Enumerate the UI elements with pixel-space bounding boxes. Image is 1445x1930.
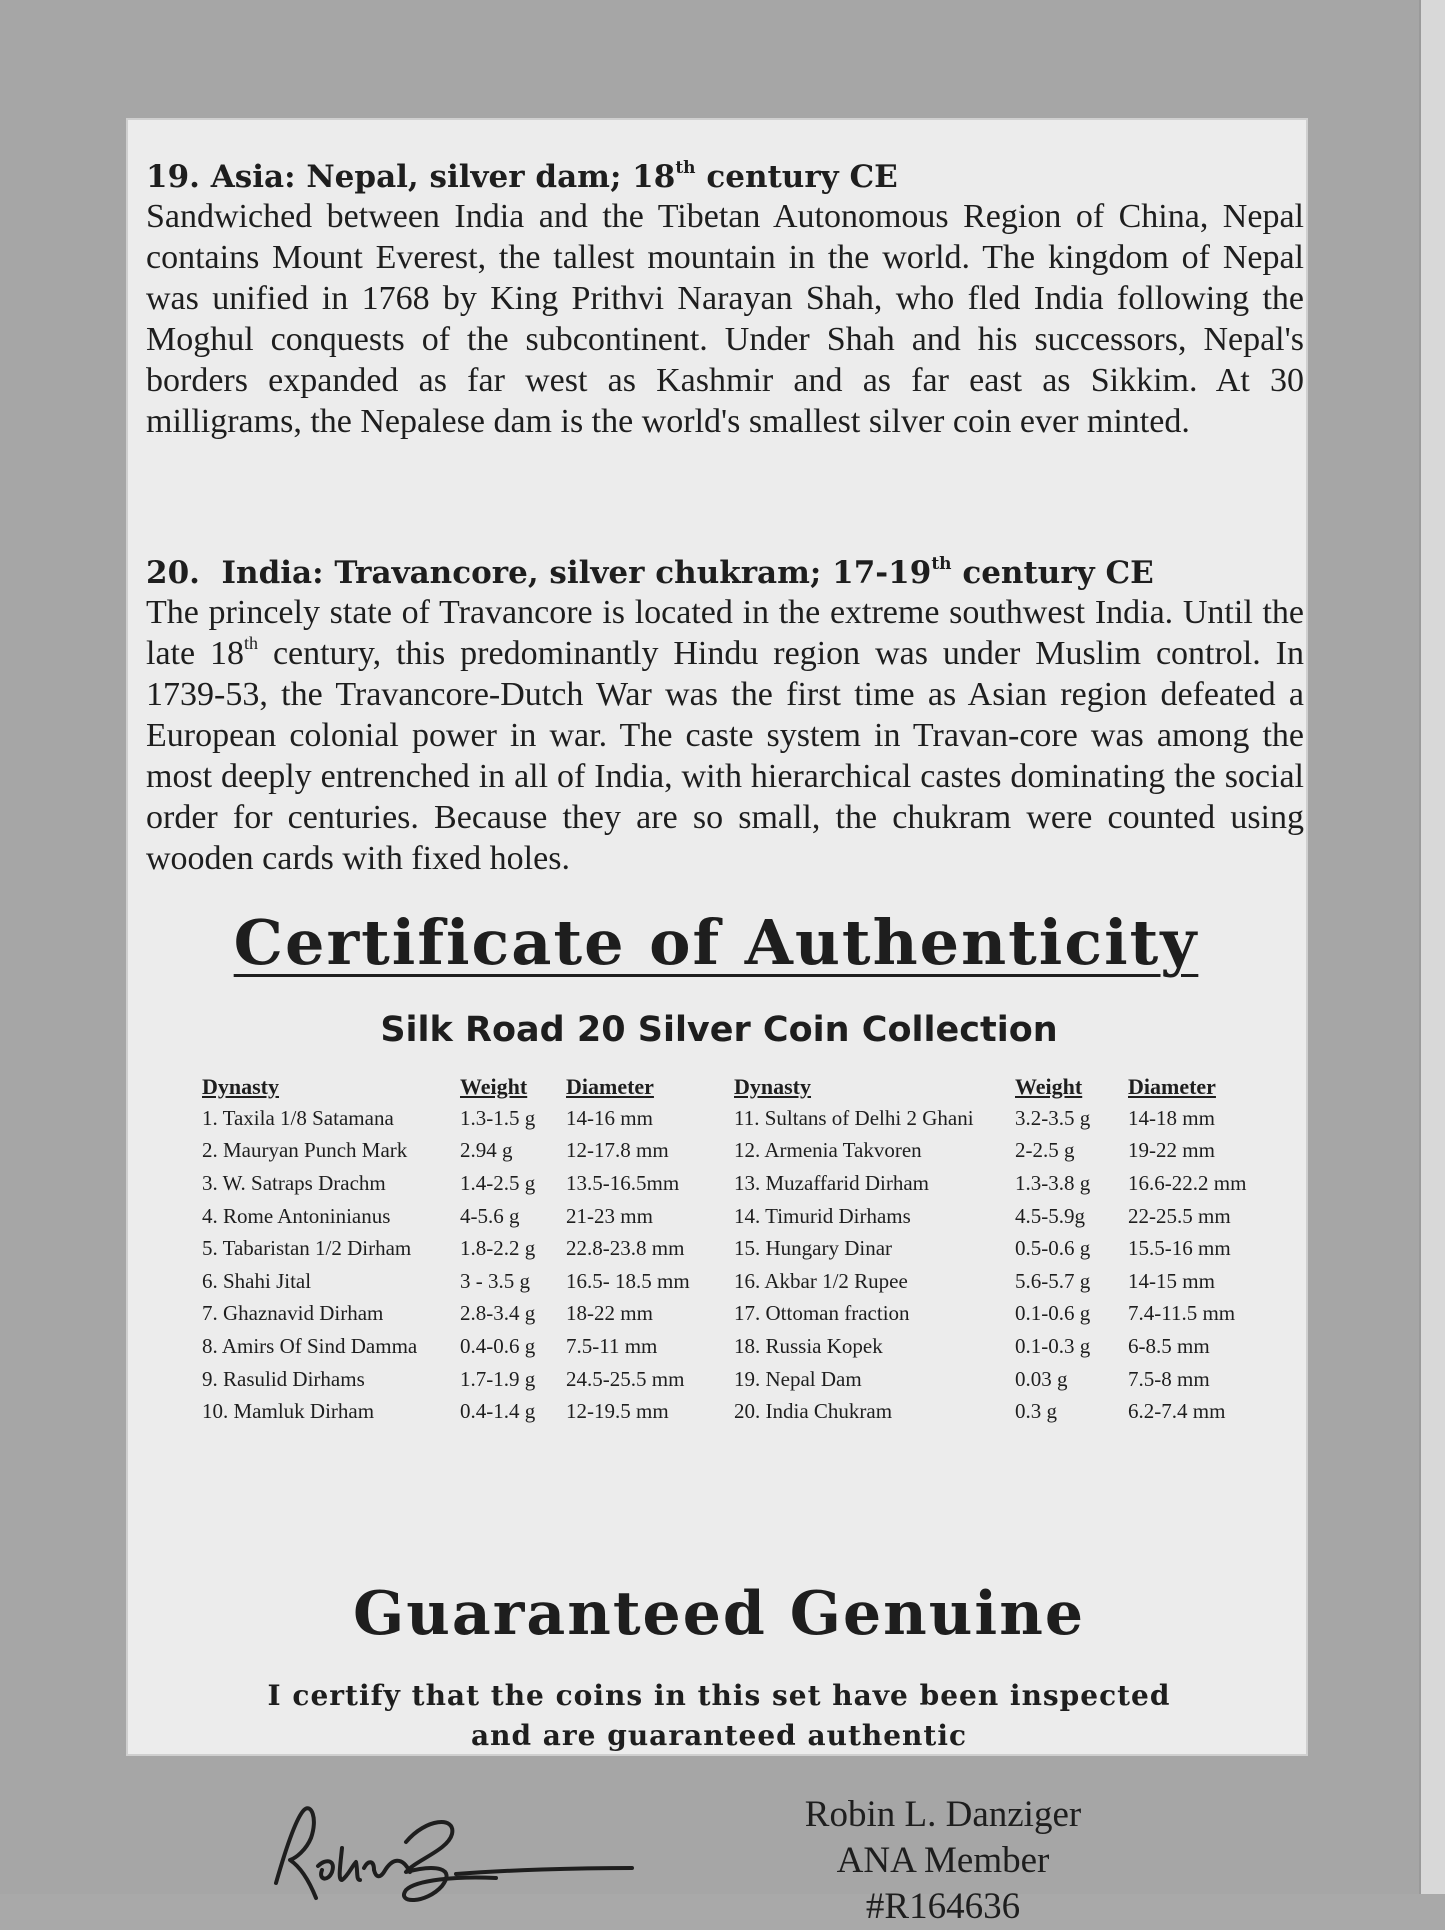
cell-diameter: 21-23 mm [566,1203,653,1228]
section-19-title-end: century CE [695,159,898,195]
cell-diameter: 13.5-16.5mm [566,1170,680,1195]
booklet-spine [1419,0,1445,1894]
header-diameter-2: Diameter [1128,1074,1216,1099]
cell-diameter-2: 16.6-22.2 mm [1128,1170,1247,1195]
signer-name: Robin L. Danziger [804,1794,1082,1835]
cell-dynasty-2: 12. Armenia Takvoren [734,1138,922,1163]
cell-weight: 3 - 3.5 g [460,1268,530,1293]
coin-table [202,1072,1278,1428]
cell-dynasty: 8. Amirs Of Sind Damma [202,1333,418,1358]
section-20 [146,554,1304,879]
coin-table-header [202,1072,1278,1102]
section-19-heading [146,158,1304,196]
cell-diameter-2: 22-25.5 mm [1128,1203,1231,1228]
section-20-body-end: century, this predominantly Hindu region was under Muslim control. In 1739-53, the Travancore-Dutch War was the first time as Asian region defeated a European colonial power in war. The caste system in Travan-core was among the most deeply entrenched in all of India, with hierarchical castes dominating the social order for centuries. Because they are so small, the chukram were counted using wooden cards with fixed holes. [146,635,1304,877]
cell-diameter: 24.5-25.5 mm [566,1366,685,1391]
section-20-title-sup: th [931,554,952,574]
section-19-title-sup: th [675,158,696,178]
cell-diameter-2: 14-18 mm [1128,1105,1215,1130]
certification-line-2: and are guaranteed authentic [470,1719,968,1752]
cell-diameter: 12-19.5 mm [566,1399,669,1424]
handwritten-signature [256,1788,636,1918]
cell-weight-2: 2-2.5 g [1015,1138,1075,1163]
cell-dynasty-2: 19. Nepal Dam [734,1366,862,1391]
cell-diameter: 18-22 mm [566,1301,653,1326]
cell-diameter-2: 15.5-16 mm [1128,1236,1231,1261]
cell-weight: 1.4-2.5 g [460,1170,536,1195]
cell-weight-2: 4.5-5.9g [1015,1203,1085,1228]
table-row [202,1200,1278,1233]
cell-diameter: 16.5- 18.5 mm [566,1268,690,1293]
section-20-heading [146,554,1304,592]
cell-weight: 1.7-1.9 g [460,1366,536,1391]
certificate-title: Certificate of Authenticity [233,906,1199,979]
cell-diameter-2: 14-15 mm [1128,1268,1215,1293]
section-20-title-end: century CE [951,555,1154,591]
certificate-panel [126,118,1308,1927]
cell-weight: 0.4-0.6 g [460,1333,536,1358]
cell-weight: 1.3-1.5 g [460,1105,536,1130]
cell-dynasty: 10. Mamluk Dirham [202,1399,375,1424]
cell-weight-2: 0.1-0.6 g [1015,1301,1091,1326]
guaranteed-genuine-title: Guaranteed Genuine [352,1579,1085,1649]
certification-statement [128,1676,1310,1756]
cell-dynasty: 6. Shahi Jital [202,1268,312,1293]
section-20-title: India: Travancore, silver chukram; 17-19 [221,555,932,591]
signer-member-number: ANA Member #R164636 [836,1840,1050,1927]
section-20-body-sup: th [244,633,259,653]
cell-dynasty-2: 11. Sultans of Delhi 2 Ghani [734,1105,974,1130]
header-diameter: Diameter [566,1074,654,1099]
table-row [202,1330,1278,1363]
section-20-number: 20. [146,555,200,591]
signer-block [758,1792,1128,1930]
cell-diameter-2: 6-8.5 mm [1128,1333,1210,1358]
cell-dynasty: 1. Taxila 1/8 Satamana [202,1105,394,1130]
cell-dynasty-2: 14. Timurid Dirhams [734,1203,911,1228]
cell-dynasty-2: 13. Muzaffarid Dirham [734,1170,929,1195]
cell-dynasty: 3. W. Satraps Drachm [202,1170,386,1195]
collection-subtitle: Silk Road 20 Silver Coin Collection [380,1010,1058,1050]
cell-weight-2: 0.1-0.3 g [1015,1333,1091,1358]
section-19 [146,158,1304,442]
cell-diameter: 7.5-11 mm [566,1333,658,1358]
table-row [202,1232,1278,1265]
cell-weight: 2.94 g [460,1138,513,1163]
cell-dynasty-2: 18. Russia Kopek [734,1333,883,1358]
section-20-body [146,592,1304,879]
cell-weight: 4-5.6 g [460,1203,520,1228]
section-19-body: Sandwiched between India and the Tibetan Autonomous Region of China, Nepal contains Mount Everest, the tallest mountain in the world. The kingdom of Nepal was unified in 1768 by King Prithvi Narayan Shah, who fled India following the Moghul conquests of the subcontinent. Under Shah and his successors, Nepal's borders expanded as far west as Kashmir and as far east as Sikkim. At 30 milligrams, the Nepalese dam is the world's smallest silver coin ever minted. [146,198,1304,440]
cell-weight-2: 3.2-3.5 g [1015,1105,1091,1130]
table-row [202,1363,1278,1396]
cell-weight-2: 0.03 g [1015,1366,1068,1391]
cell-weight: 1.8-2.2 g [460,1236,536,1261]
table-row [202,1298,1278,1331]
table-row [202,1167,1278,1200]
cell-dynasty: 9. Rasulid Dirhams [202,1366,365,1391]
cell-diameter-2: 7.5-8 mm [1128,1366,1210,1391]
cell-dynasty-2: 20. India Chukram [734,1399,893,1424]
certification-line-1: I certify that the coins in this set have been inspected [267,1679,1171,1712]
header-dynasty-2: Dynasty [734,1074,812,1099]
section-20-body-start: The princely state of Travancore is located in the extreme southwest India. Until the late 18 [146,594,1304,672]
cell-diameter: 14-16 mm [566,1105,653,1130]
coin-table-body [202,1102,1278,1428]
header-dynasty: Dynasty [202,1074,280,1099]
cell-dynasty: 5. Tabaristan 1/2 Dirham [202,1236,412,1261]
cell-weight-2: 0.3 g [1015,1399,1057,1424]
cell-weight-2: 1.3-3.8 g [1015,1170,1091,1195]
cell-dynasty: 7. Ghaznavid Dirham [202,1301,384,1326]
cell-dynasty-2: 15. Hungary Dinar [734,1236,893,1261]
cell-dynasty-2: 17. Ottoman fraction [734,1301,910,1326]
header-weight-2: Weight [1015,1074,1083,1099]
cell-weight-2: 5.6-5.7 g [1015,1268,1091,1293]
table-row [202,1265,1278,1298]
cell-diameter-2: 7.4-11.5 mm [1128,1301,1236,1326]
cell-diameter-2: 19-22 mm [1128,1138,1215,1163]
cell-diameter-2: 6.2-7.4 mm [1128,1399,1226,1424]
table-row [202,1395,1278,1428]
signature-stroke [276,1808,632,1900]
cell-dynasty: 4. Rome Antoninianus [202,1203,391,1228]
cell-dynasty: 2. Mauryan Punch Mark [202,1138,408,1163]
cell-weight-2: 0.5-0.6 g [1015,1236,1091,1261]
cell-dynasty-2: 16. Akbar 1/2 Rupee [734,1268,908,1293]
table-row [202,1135,1278,1168]
table-row [202,1102,1278,1135]
section-19-number: 19. [146,159,200,195]
cell-weight: 0.4-1.4 g [460,1399,536,1424]
section-19-title: Asia: Nepal, silver dam; 18 [210,159,676,195]
cell-weight: 2.8-3.4 g [460,1301,536,1326]
cell-diameter: 22.8-23.8 mm [566,1236,685,1261]
cell-diameter: 12-17.8 mm [566,1138,669,1163]
header-weight: Weight [460,1074,528,1099]
